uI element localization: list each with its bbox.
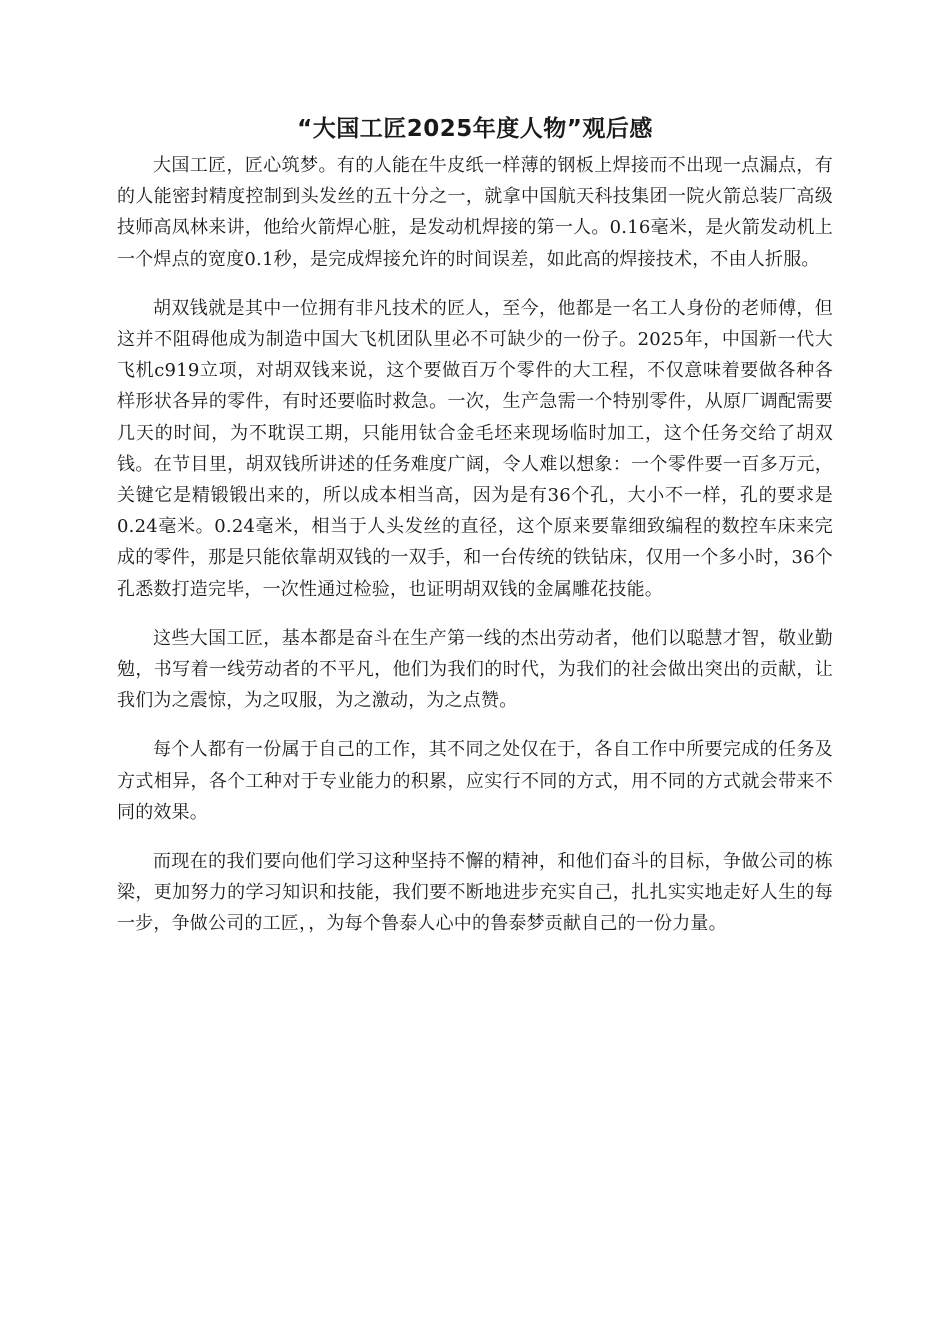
document-title: “大国工匠2025年度人物”观后感: [297, 116, 653, 142]
paragraph-4: 每个人都有一份属于自己的工作，其不同之处仅在于，各自工作中所要完成的任务及方式相异，各个工种对于专业能力的积累，应实行不同的方式，用不同的方式就会带来不同的效果。: [117, 739, 833, 823]
paragraph-2: 胡双钱就是其中一位拥有非凡技术的匠人，至今，他都是一名工人身份的老师傅，但这并不阻碍他成为制造中国大飞机团队里必不可缺少的一份子。2025年，中国新一代大飞机c919立项，对胡双钱来说，这个要做百万个零件的大工程，不仅意味着要做各种各样形状各异的零件，有时还要临时救急。一次，生产急需一个特别零件，从原厂调配需要几天的时间，为不耽误工期，只能用钛合金毛坯来现场临时加工，这个任务交给了胡双钱。在节目里，胡双钱所讲述的任务难度广阔，令人难以想象：一个零件要一百多万元，关键它是精锻锻出来的，所以成本相当高，因为是有36个孔，大小不一样，孔的要求是0.24毫米。0.24毫米，相当于人头发丝的直径，这个原来要靠细致编程的数控车床来完成的零件，那是只能依靠胡双钱的一双手，和一台传统的铁钻床，仅用一个多小时，36个孔悉数打造完毕，一次性通过检验，也证明胡双钱的金属雕花技能。: [117, 297, 833, 600]
paragraph-3: 这些大国工匠，基本都是奋斗在生产第一线的杰出劳动者，他们以聪慧才智，敬业勤勉，书写着一线劳动者的不平凡，他们为我们的时代，为我们的社会做出突出的贡献，让我们为之震惊，为之叹服，为之激动，为之点赞。: [117, 627, 833, 712]
paragraph-1: 大国工匠，匠心筑梦。有的人能在牛皮纸一样薄的钢板上焊接而不出现一点漏点，有的人能密封精度控制到头发丝的五十分之一，就拿中国航天科技集团一院火箭总装厂高级技师高凤林来讲，他给火箭焊心脏，是发动机焊接的第一人。0.16毫米，是火箭发动机上一个焊点的宽度0.1秒，是完成焊接允许的时间误差，如此高的焊接技术，不由人折服。: [117, 155, 833, 270]
paragraph-5: 而现在的我们要向他们学习这种坚持不懈的精神，和他们奋斗的目标，争做公司的栋梁，更加努力的学习知识和技能，我们要不断地进步充实自己，扎扎实实地走好人生的每一步，争做公司的工匠，，为每个鲁泰人心中的鲁泰梦贡献自己的一份力量。: [117, 851, 833, 935]
document-body: [117, 150, 833, 958]
